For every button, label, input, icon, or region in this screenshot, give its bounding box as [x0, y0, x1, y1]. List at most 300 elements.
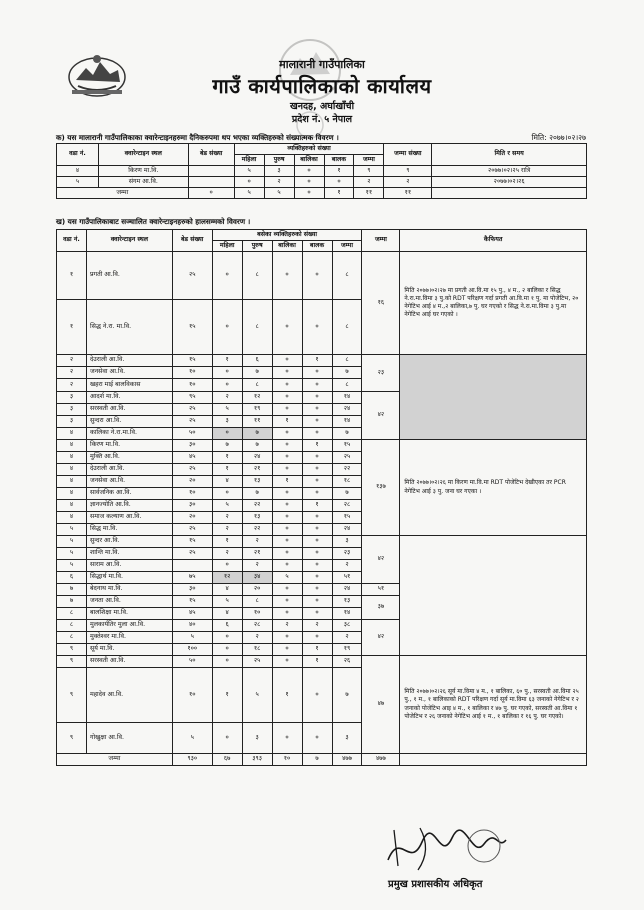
cell-male: २२	[242, 500, 272, 512]
cell-male: २४	[242, 452, 272, 464]
cell-female: ०	[212, 300, 242, 355]
cell-boy: १	[302, 440, 332, 452]
cell-boy: १	[302, 656, 332, 668]
cell-female: ७	[212, 440, 242, 452]
table-row	[57, 440, 587, 452]
cell-beds: १५	[172, 596, 212, 608]
cell-female: २	[212, 512, 242, 524]
cell-place: किरण मा.वि.	[98, 166, 188, 177]
col-place: क्वारेन्टाइन स्थल	[98, 144, 188, 166]
cell-female: १	[212, 668, 242, 723]
cell-ward: २	[57, 367, 87, 379]
cell-male: २८	[242, 620, 272, 632]
col-grand-total: जम्मा	[362, 230, 400, 252]
cell-male: २	[242, 536, 272, 548]
cell-girl: ०	[272, 723, 302, 754]
cell-total: २	[332, 560, 362, 572]
col-beds: बेड संख्या	[172, 230, 212, 252]
total-girl: ०	[294, 188, 324, 199]
cell-boy: ०	[302, 476, 332, 488]
cell-total: १४	[332, 608, 362, 620]
cell-girl: १	[272, 416, 302, 428]
cell-total: ३	[332, 536, 362, 548]
cell-total: २४	[332, 404, 362, 416]
table-row	[57, 355, 587, 367]
cell-male: १९	[242, 404, 272, 416]
cell-boy: ०	[302, 428, 332, 440]
cell-beds: २५	[172, 548, 212, 560]
cell-male: ६	[242, 355, 272, 367]
cell-total: २	[332, 632, 362, 644]
cell-female: ०	[212, 367, 242, 379]
cell-place: मुलकार्यतिर मुला आ.वि.	[86, 620, 172, 632]
cell-ward: ५	[57, 536, 87, 548]
cell-girl: १	[272, 476, 302, 488]
cell-boy: ०	[302, 596, 332, 608]
cell-girl: २	[272, 620, 302, 632]
total-boy: १	[324, 188, 354, 199]
remark-cell: मिति २०७७।०२।२७ मा प्रगती आ.वि.मा १५ पु., ४ म., २ बालिका र सिद्ध ने.रा.मा.विमा ३ पु.को RDT परिक्षण गर्दा प्रगती आ.वि.मा १ पु. मा पोजेटिभ, २० नेगेटिभ आई ४ म.,२ बालिका,७ पु. घर गएको र सिद्ध ने.रा.मा.विमा ३ पु.मा नेगेटिभ आई घर गएको ।	[400, 252, 587, 355]
cell-beds: १०	[172, 488, 212, 500]
cell-total: १५	[332, 512, 362, 524]
cell-girl: ०	[272, 536, 302, 548]
cell-ward: ४	[57, 476, 87, 488]
cell-place: मुक्तेश्वर मा.वि.	[86, 632, 172, 644]
cell-beds: ३०	[172, 500, 212, 512]
cell-total: ३८	[332, 620, 362, 632]
cell-boy: ०	[302, 548, 332, 560]
cell-female: ०	[234, 177, 264, 188]
group-total: ५१	[362, 584, 400, 596]
cell-boy: ०	[302, 404, 332, 416]
cell-ward: २	[57, 379, 87, 392]
cell-place: देउराली आ.वि.	[86, 355, 172, 367]
cell-ward: ९	[57, 656, 87, 668]
cell-female: ४	[212, 476, 242, 488]
col-female: महिला	[212, 241, 242, 252]
cell-beds: १५	[172, 355, 212, 367]
cell-place: सुन्दरा आ.वि.	[86, 416, 172, 428]
cell-place: खहरा माई बालविकास	[86, 379, 172, 392]
cell-ward: ४	[57, 512, 87, 524]
cell-ward: ७	[57, 584, 87, 596]
cell-female: १	[212, 355, 242, 367]
cell-boy: ०	[302, 608, 332, 620]
cell-girl: ०	[272, 252, 302, 300]
cell-girl: ०	[272, 464, 302, 476]
table-row	[57, 536, 587, 548]
cell-beds: १००	[172, 644, 212, 656]
cell-total: ७	[332, 428, 362, 440]
cell-beds: ३०	[172, 440, 212, 452]
cell-place: बालशिक्षा मा.वि.	[86, 608, 172, 620]
cell-place: किरण मा.वि.	[86, 440, 172, 452]
total-male: ३९३	[242, 754, 272, 766]
cell-total: ५१	[332, 572, 362, 584]
cell-ward: ५	[57, 560, 87, 572]
daily-additions-table	[56, 143, 587, 199]
cell-girl: ०	[272, 584, 302, 596]
col-beds: बेड संख्या	[188, 144, 234, 166]
cell-female: ०	[212, 644, 242, 656]
cell-female: ४	[212, 584, 242, 596]
cell-boy: २	[302, 620, 332, 632]
group-total: १६	[362, 252, 400, 355]
cell-beds: २५	[172, 464, 212, 476]
cell-girl: ०	[272, 367, 302, 379]
cell-male: १२	[242, 392, 272, 404]
cell-male: ८	[242, 379, 272, 392]
cell-beds: २५	[172, 252, 212, 300]
cell-beds: १०	[172, 668, 212, 723]
cell-ward: ८	[57, 608, 87, 620]
total-boy: ७	[302, 754, 332, 766]
cell-ward: ४	[57, 428, 87, 440]
cell-total: ९	[354, 166, 384, 177]
total-date-time	[432, 188, 587, 199]
cell-place: सरस्वती आ.वि.	[86, 404, 172, 416]
cell-place: आदर्श मा.वि.	[86, 392, 172, 404]
cell-ward: ४	[57, 452, 87, 464]
cell-total: १३	[332, 596, 362, 608]
group-total: १३७	[362, 440, 400, 536]
cell-female: ३	[212, 416, 242, 428]
cell-total: २४	[332, 524, 362, 536]
cell-total: २४	[332, 584, 362, 596]
province-line: प्रदेश नं. ५ नेपाल	[291, 114, 353, 125]
cell-male: ७	[242, 367, 272, 379]
cell-ward: ४	[57, 500, 87, 512]
cell-boy: १	[302, 500, 332, 512]
cell-female: ०	[212, 723, 242, 754]
cell-girl: ०	[294, 177, 324, 188]
cell-place: जनता आ.वि.	[86, 596, 172, 608]
cell-date-time: २०७७।०२।२५ रात्रि	[432, 166, 587, 177]
cell-place: प्रगती आ.वि.	[86, 252, 172, 300]
cell-ward: ४	[57, 464, 87, 476]
total-row	[57, 188, 587, 199]
cell-male: ७	[242, 428, 272, 440]
cell-girl: ०	[272, 404, 302, 416]
col-total: जम्मा	[332, 241, 362, 252]
total-label: जम्मा	[57, 754, 173, 766]
section-a-title: क) यस मालारानी गाउँपालिकाका क्वारेन्टाइनहरुमा दैनिकरुपमा थप भएका व्यक्तिहरुको संख्यात्मक विवरण ।	[56, 133, 339, 142]
cell-girl: ०	[294, 166, 324, 177]
cell-female: ६	[212, 620, 242, 632]
cell-ward: ६	[57, 572, 87, 584]
cell-beds: ४५	[172, 452, 212, 464]
cell-female: २	[212, 524, 242, 536]
cell-place: सार्वजनिक आ.वि.	[86, 488, 172, 500]
cell-boy: ०	[302, 452, 332, 464]
cell-total: २८	[332, 500, 362, 512]
cell-boy: ०	[302, 416, 332, 428]
col-male: पुरुष	[264, 155, 294, 166]
cell-girl: ५	[272, 572, 302, 584]
cell-girl: ०	[272, 392, 302, 404]
cell-boy: ०	[302, 536, 332, 548]
cell-female: १	[212, 452, 242, 464]
cell-male: ७	[242, 488, 272, 500]
cell-place: देउराली आ.वि.	[86, 464, 172, 476]
cell-girl: ०	[272, 656, 302, 668]
cell-female: ५	[212, 596, 242, 608]
cell-beds: ५०	[172, 428, 212, 440]
cell-ward: ३	[57, 404, 87, 416]
cell-female: ०	[212, 252, 242, 300]
group-total: ३७	[362, 596, 400, 620]
cell-beds: २०	[172, 512, 212, 524]
cell-female: ५	[212, 404, 242, 416]
col-date-time: मिति र समय	[432, 144, 587, 166]
cell-girl: ०	[272, 355, 302, 367]
cell-female: ०	[212, 428, 242, 440]
remark-cell-empty	[400, 355, 587, 440]
total-label: जम्मा	[57, 188, 189, 199]
cell-female: २	[212, 548, 242, 560]
cell-ward: ७	[57, 596, 87, 608]
cell-beds: १०	[172, 367, 212, 379]
cell-female: ५	[212, 500, 242, 512]
cell-place: समाज कल्याण आ.वि.	[86, 512, 172, 524]
cell-girl: ०	[272, 596, 302, 608]
cell-ward: ५	[57, 548, 87, 560]
total-grand-total: ४७७	[362, 754, 400, 766]
cell-place: सिद्ध मा.वि.	[86, 524, 172, 536]
signatory-title: प्रमुख प्रशासकीय अधिकृत	[388, 879, 483, 890]
cell-male: ३४	[242, 572, 272, 584]
group-total: ४२	[362, 536, 400, 584]
cell-ward: ५	[57, 177, 99, 188]
col-female: महिला	[234, 155, 264, 166]
cell-total: २६	[332, 656, 362, 668]
remark-cell-empty	[400, 536, 587, 656]
col-total: जम्मा	[354, 155, 384, 166]
cell-place: सूर्य मा.वि.	[86, 644, 172, 656]
cell-ward: ४	[57, 166, 99, 177]
cell-place: मुक्ति आ.वि.	[86, 452, 172, 464]
cell-total: २२	[332, 464, 362, 476]
cell-total: ८	[332, 300, 362, 355]
cell-male: ८	[242, 252, 272, 300]
cell-ward: ५	[57, 524, 87, 536]
cell-male: २	[264, 177, 294, 188]
group-total: ४२	[362, 620, 400, 656]
col-staying: बसेका व्यक्तिहरुको संख्या	[212, 230, 362, 241]
cell-female: २	[212, 392, 242, 404]
cell-place: ज्ञानज्योति आ.वि.	[86, 500, 172, 512]
cell-girl: ०	[272, 488, 302, 500]
total-total: ११	[354, 188, 384, 199]
col-ward: वडा नं.	[57, 144, 99, 166]
cell-boy: ०	[302, 392, 332, 404]
cell-female: ०	[212, 632, 242, 644]
cell-male: २१	[242, 548, 272, 560]
cell-place: साराम आ.वि.	[86, 560, 172, 572]
col-place: क्वारेन्टाइन स्थल	[86, 230, 172, 252]
cell-boy: १	[302, 644, 332, 656]
cell-boy: ०	[302, 632, 332, 644]
total-female: ५	[234, 188, 264, 199]
col-boy: बालक	[324, 155, 354, 166]
cell-ward: ९	[57, 723, 87, 754]
cell-girl: ०	[272, 632, 302, 644]
cell-male: ८	[242, 300, 272, 355]
cell-boy: ०	[302, 464, 332, 476]
cell-boy: १	[302, 355, 332, 367]
cell-boy: ०	[302, 512, 332, 524]
total-remarks	[400, 754, 587, 766]
total-girl: १०	[272, 754, 302, 766]
cell-beds: २५	[172, 404, 212, 416]
cell-place: सिद्धार्थ मा.वि.	[86, 572, 172, 584]
cell-beds: ४५	[172, 608, 212, 620]
col-total-count: जम्मा संख्या	[384, 144, 432, 166]
cell-girl: ०	[272, 452, 302, 464]
cell-male: १८	[242, 644, 272, 656]
cell-beds: ५०	[172, 656, 212, 668]
cell-total-count: ९	[384, 166, 432, 177]
document-date: मिति: २०७७।०२।२७	[531, 133, 586, 142]
cell-boy: ०	[302, 252, 332, 300]
cell-girl: ०	[272, 512, 302, 524]
signature-icon	[380, 820, 510, 878]
total-male: ५	[264, 188, 294, 199]
cell-beds	[172, 560, 212, 572]
cell-girl: ०	[272, 608, 302, 620]
cell-total-count: २	[384, 177, 432, 188]
cell-place: जनसेवा आ.वि.	[86, 367, 172, 379]
cell-male: २	[242, 632, 272, 644]
section-b-title: ख) यस गाउँपालिकाबाट सञ्चालित क्वारेन्टाइनहरुको हालसम्मको विवरण ।	[56, 217, 251, 226]
group-total: २३	[362, 355, 400, 392]
cell-ward: ९	[57, 668, 87, 723]
cell-place: बेदनाथ मा.वि.	[86, 584, 172, 596]
col-girl: बालिका	[272, 241, 302, 252]
cell-girl: ०	[272, 524, 302, 536]
group-total: ४२	[362, 392, 400, 440]
cell-female: १	[212, 464, 242, 476]
cell-female: १२	[212, 572, 242, 584]
cell-boy: ०	[302, 300, 332, 355]
office-address: खनदह, अर्घाखाँची	[289, 101, 355, 112]
cell-female: १	[212, 536, 242, 548]
cell-male: २२	[242, 524, 272, 536]
cell-boy: ०	[302, 488, 332, 500]
office-title: गाउँ कार्यपालिकाको कार्यालय	[212, 74, 432, 98]
cell-total: १४	[332, 416, 362, 428]
cell-male: २०	[242, 584, 272, 596]
col-persons: व्यक्तिहरुको संख्या	[234, 144, 384, 155]
cell-place: सरस्वती आ.वि.	[86, 656, 172, 668]
cell-total: ८	[332, 355, 362, 367]
cell-total: १९	[332, 644, 362, 656]
cell-place: कालिका ने.रा.मा.वि.	[86, 428, 172, 440]
cell-girl: ०	[272, 548, 302, 560]
cell-male: २	[242, 560, 272, 572]
cell-ward: ४	[57, 440, 87, 452]
cell-ward: १	[57, 252, 87, 300]
cell-place: शान्ति मा.वि.	[86, 548, 172, 560]
cell-male: ८	[242, 596, 272, 608]
col-ward: वडा नं.	[57, 230, 87, 252]
cell-total: ७	[332, 668, 362, 723]
cell-place: संगम आ.वि.	[98, 177, 188, 188]
cell-female: ०	[212, 560, 242, 572]
cell-girl: ०	[272, 379, 302, 392]
cell-female: ०	[212, 488, 242, 500]
total-female: ६७	[212, 754, 242, 766]
cell-girl: ०	[272, 428, 302, 440]
cell-girl: ०	[272, 300, 302, 355]
cell-place: सुन्दर आ.वि.	[86, 536, 172, 548]
cell-beds: ७५	[172, 572, 212, 584]
table-row	[57, 166, 587, 177]
cell-ward: ८	[57, 632, 87, 644]
total-total: ४७७	[332, 754, 362, 766]
cell-girl: १	[272, 668, 302, 723]
cell-date-time: २०७७।०२।२६	[432, 177, 587, 188]
cell-boy: ०	[302, 524, 332, 536]
cell-beds: ४०	[172, 620, 212, 632]
table-row	[57, 252, 587, 300]
cell-boy: ०	[302, 584, 332, 596]
cell-beds: ५	[172, 632, 212, 644]
remark-cell: मिति २०७७।०२।२६ मा किरण मा.वि.मा RDT पोजेटिभ देखीएका तर PCR नेगेटिभ आई ३ पु. जना घर गएका ।	[400, 440, 587, 536]
cell-total: ७	[332, 367, 362, 379]
cell-girl: ०	[272, 560, 302, 572]
group-total: ४७	[362, 656, 400, 754]
cell-beds: ३०	[172, 584, 212, 596]
cell-female: ०	[212, 656, 242, 668]
cell-ward: ३	[57, 416, 87, 428]
cell-total: १४	[332, 392, 362, 404]
cell-total: ८	[332, 252, 362, 300]
cell-total: ८	[332, 379, 362, 392]
cell-total: २	[354, 177, 384, 188]
cell-ward: २	[57, 355, 87, 367]
cell-girl: ०	[272, 440, 302, 452]
cell-beds	[188, 177, 234, 188]
remark-cell: मिति २०७७।०२।२६ सूर्य मा.विमा ४ म., १ बालिका, ६० पु., सरस्वती आ.विमा २५ पु., १ म., १ बालिकाको RDT परिक्षण गर्दा सूर्य मा.विमा ६३ जनाको नेगेटिभ र २ जनाको पोजेटिभ आइ ४ म., १ बालिका र ४७ पु. घर गएको, सरस्वती आ.विमा १ पोजेटिभ र २६ जनाको नेगेटिभ आई १ म., १ बालिका र १६ पु. घर गएको।	[400, 656, 587, 754]
cell-ward: १	[57, 300, 87, 355]
cell-total: ७	[332, 488, 362, 500]
cell-male: ७	[242, 440, 272, 452]
cell-beds: ९५	[172, 392, 212, 404]
cell-boy: ०	[302, 572, 332, 584]
col-boy: बालक	[302, 241, 332, 252]
col-girl: बालिका	[294, 155, 324, 166]
cell-boy: ०	[302, 367, 332, 379]
cell-female: ५	[234, 166, 264, 177]
total-beds: ९३०	[172, 754, 212, 766]
cell-boy: ०	[302, 723, 332, 754]
cell-female: ४	[212, 608, 242, 620]
cell-male: १०	[242, 608, 272, 620]
cell-beds: २५	[172, 416, 212, 428]
table-row	[57, 656, 587, 668]
quarantine-status-table	[56, 229, 587, 766]
cell-boy: ०	[302, 560, 332, 572]
cell-beds: २०	[172, 476, 212, 488]
cell-male: ३	[242, 723, 272, 754]
table-row	[57, 177, 587, 188]
cell-boy: ०	[324, 177, 354, 188]
cell-girl: ०	[272, 500, 302, 512]
cell-total: १५	[332, 440, 362, 452]
cell-place: जनसेवा आ.वि.	[86, 476, 172, 488]
cell-beds: १५	[172, 536, 212, 548]
